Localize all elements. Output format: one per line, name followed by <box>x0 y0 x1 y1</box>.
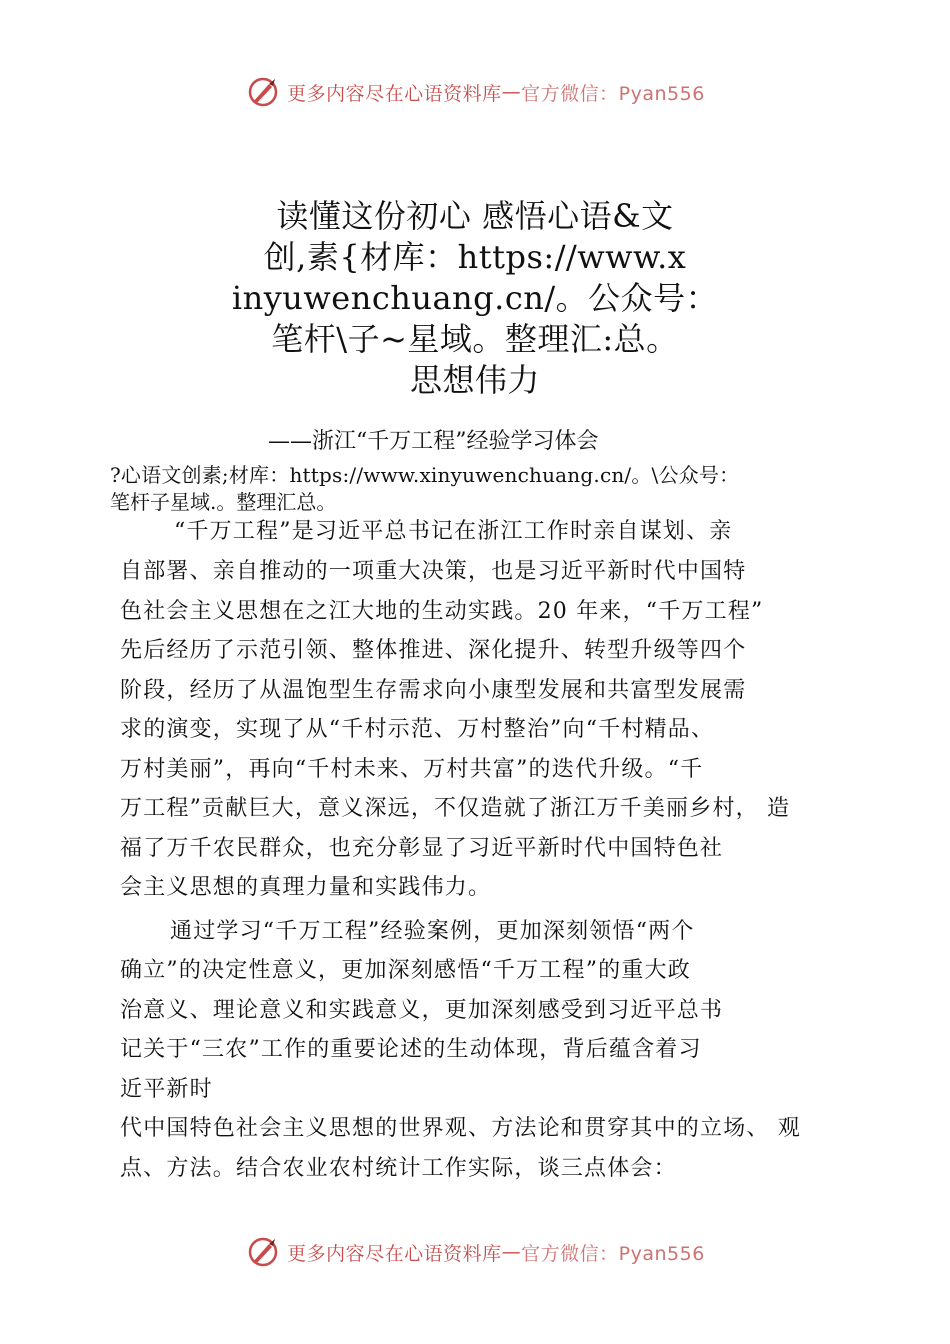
paragraph-line: 色社会主义思想在之江大地的生动实践。20 年来，“千万工程” <box>120 599 764 624</box>
header-watermark-banner <box>0 72 950 112</box>
paragraph-line: 自部署、亲自推动的一项重大决策，也是习近平新时代中国特 <box>120 559 747 584</box>
paragraph-line: 会主义思想的真理力量和实践伟力。 <box>120 875 492 900</box>
paragraph-line: 求的演变，实现了从“千村示范、万村整治”向“千村精品、 <box>120 717 715 742</box>
paragraph-line: 点、方法。结合农业农村统计工作实际，谈三点体会： <box>120 1156 677 1181</box>
banner-text: 更多内容尽在心语资料库 <box>287 82 502 105</box>
quill-logo-icon <box>245 1234 281 1270</box>
source-line: 笔杆子星域.。整理汇总。 <box>110 490 337 514</box>
quill-logo-icon <box>245 74 281 110</box>
banner-wechat: 官方微信：Pyan556 <box>521 82 705 105</box>
paragraph-line: 阶段，经历了从温饱型生存需求向小康型发展和共富型发展需 <box>120 678 747 703</box>
paragraph-line: 万工程”贡献巨大，意义深远，不仅造就了浙江万千美丽乡村， 造 <box>120 796 791 821</box>
banner-wechat: 官方微信：Pyan556 <box>521 1242 705 1265</box>
banner-dash: — <box>501 81 522 103</box>
paragraph-line: “千万工程”是习近平总书记在浙江工作时亲自谋划、亲 <box>174 519 733 544</box>
document-title <box>215 196 735 401</box>
title-line: 创,素{材库：https://www.x <box>263 238 687 276</box>
document-subtitle: ——浙江“千万工程”经验学习体会 <box>268 429 599 454</box>
paragraph-line: 通过学习“千万工程”经验案例，更加深刻领悟“两个 <box>170 919 695 944</box>
paragraph-line: 代中国特色社会主义思想的世界观、方法论和贯穿其中的立场、 观 <box>120 1116 801 1141</box>
banner-dash: — <box>501 1241 522 1263</box>
paragraph-line: 确立”的决定性意义，更加深刻感悟“千万工程”的重大政 <box>120 958 691 983</box>
title-line: 笔杆\子~星域。整理汇:总。 <box>271 320 679 358</box>
paragraph-line: 万村美丽”，再向“千村未来、万村共富”的迭代升级。“千 <box>120 757 704 782</box>
paragraph-line: 记关于“三农”工作的重要论述的生动体现，背后蕴含着习 <box>120 1037 702 1062</box>
title-line: 思想伟力 <box>409 361 540 399</box>
paragraph-line: 近平新时 <box>120 1077 213 1102</box>
paragraph-line: 先后经历了示范引领、整体推进、深化提升、转型升级等四个 <box>120 638 747 663</box>
paragraph-line: 治意义、理论意义和实践意义，更加深刻感受到习近平总书 <box>120 998 724 1023</box>
title-line: 读懂这份初心 感悟心语&文 <box>276 197 674 235</box>
banner-text: 更多内容尽在心语资料库 <box>287 1242 502 1265</box>
title-line: inyuwenchuang.cn/。公众号： <box>231 279 719 317</box>
footer-watermark-banner <box>0 1232 950 1272</box>
source-line: ?心语文创素;材库：https://www.xinyuwenchuang.cn/。\公众号： <box>110 463 740 487</box>
paragraph-line: 福了万千农民群众，也充分彰显了习近平新时代中国特色社 <box>120 836 724 861</box>
